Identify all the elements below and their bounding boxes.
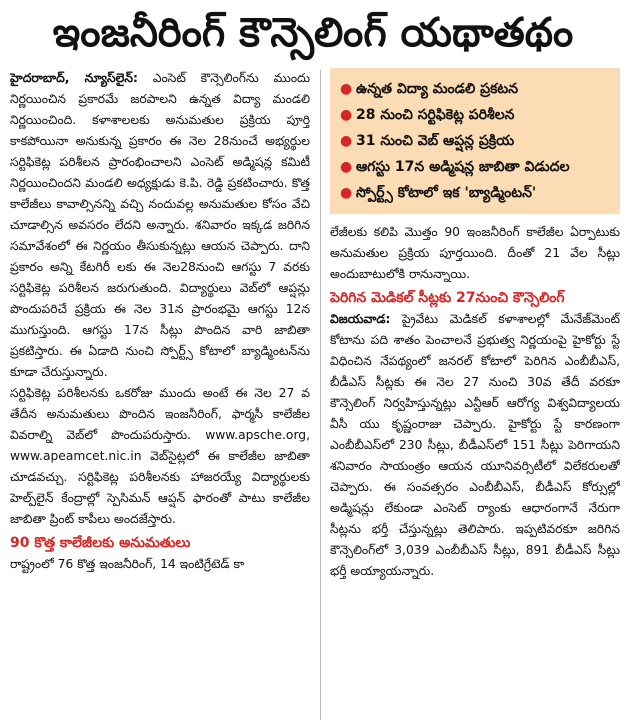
subhead-medical-seats: పెరిగిన మెడికల్ సీట్లకు 27నుంచి కౌన్సెలింగ్ [330, 290, 565, 306]
highlight-item: ● ఆగస్టు 17న అడ్మిషన్ల జాబితా విడుదల [340, 154, 612, 180]
highlight-item: ● 28 నుంచి సర్టిఫికెట్ల పరిశీలన [340, 102, 612, 128]
column-divider [320, 70, 321, 720]
highlights-list [340, 76, 612, 206]
dateline: హైదరాబాద్, న్యూస్‌లైన్: [10, 71, 138, 85]
subhead-new-colleges: 90 కొత్త కాలేజీలకు అనుమతులు [10, 535, 191, 551]
body-paragraph-2: సర్టిఫికెట్ల పరిశీలనకు ఒకరోజు ముందు అంటే ఈ నెల 27 వ తేదీన అనుమతులు పొందిన ఇంజనీరింగ్, ఫార్మసీ కాలేజీల వివరాల్ని వెబ్‌లో పొందుపరుస్తారు. www.apsche.org, www.apeamcet.nic.in వెబ్‌సైట్లలో ఈ కాలేజీల జాబితా చూడవచ్చు. సర్టిఫికెట్ల పరిశీలనకు హాజరయ్యే విద్యార్థులకు హెల్ప్‌లైన్ కేంద్రాల్లో స్పెసిమన్ ఆప్షన్ ఫారంతో పాటు కాలేజీల జాబితా ప్రింట్ కాపీలు అందజేస్తారు. [10, 386, 310, 526]
body-text-1: ఎంసెట్ కౌన్సెలింగ్‌ను ముందు నిర్ణయించిన ప్రకారమే జరపాలని ఉన్నత విద్యా మండలి నిర్ణయించింది. కళాశాలలకు అనుమతుల ప్రక్రియ పూర్తి కాకపోయినా అనుకున్న ప్రకారం ఈ నెల 28నుంచే అభ్యర్థుల సర్టిఫికెట్ల పరిశీలన ప్రారంభించాలని ఎంసెట్ అడ్మిషన్ల కమిటీ నిర్ణయించిందని మండలి అధ్యక్షుడు కె.పి. రెడ్డి ప్రకటించారు. కొత్త కాలేజీలు కావాల్సినన్ని వచ్చి నందువల్ల అనుమతుల కోసం వేచి చూడాల్సిన అవసరం లేదని అన్నారు. శనివారం ఇక్కడ జరిగిన సమావేశంలో ఈ నిర్ణయం తీసుకున్నట్లు ఆయన చెప్పారు. దాని ప్రకారం అన్ని కేటగిరీ లకు ఈ నెల28నుంచి ఆగస్టు 7 వరకు సర్టిఫికెట్ల పరిశీలన జరుగుతుంది. విద్యార్థులు వెబ్‌లో ఆప్షన్లు పొందుపరిచే ప్రక్రియ ఈ నెల 31న ప్రారంభమై ఆగస్టు 12న ముగుస్తుంది. ఆగస్టు 17న సీట్లు పొందిన వారి జాబితా ప్రకటిస్తారు. ఈ ఏడాది నుంచి స్పోర్ట్స్ కోటాలో బ్యాడ్మింటన్‌ను కూడా చేరుస్తున్నారు. [10, 71, 310, 379]
body-paragraph-right-1: లేజీలకు కలిపి మొత్తం 90 ఇంజనీరింగ్ కాలేజీల ఏర్పాటుకు అనుమతుల ప్రక్రియ పూర్తయింది. దీంతో 21 వేల సీట్లు అందుబాటులోకి రానున్నాయి. [330, 225, 620, 281]
highlight-item: ● ఉన్నత విద్యా మండలి ప్రకటన [340, 76, 612, 102]
left-column [10, 68, 310, 723]
body-paragraph-1 [10, 68, 310, 383]
bullet-icon: ● [340, 107, 353, 123]
body-text-right-2: ప్రైవేటు మెడికల్ కళాశాలల్లో మేనేజ్‌మెంట్ కోటాను పది శాతం పెంచాలనే ప్రభుత్వ నిర్ణయంపై హైకోర్టు స్టే విధించిన నేపథ్యంలో జనరల్ కోటాలో పెరిగిన ఎంబీబీఎస్, బీడీఎస్ సీట్లకు ఈ నెల 27 నుంచి 30వ తేదీ వరకూ కౌన్సెలింగ్ నిర్వహిస్తున్నట్లు ఎన్టీఆర్ ఆరోగ్య విశ్వవిద్యాలయ వీసీ యు కృష్ణంరాజు చెప్పారు. హైకోర్టు స్టే కారణంగా ఎంబీబీఎస్‌లో 230 సీట్లు, బీడీఎస్‌లో 151 సీట్లు పెరిగాయని శనివారం సాయంత్రం ఆయన యూనివర్సిటీలో విలేకరులతో చెప్పారు. ఈ సంవత్సరం ఎంబీబీఎస్, బీడీఎస్ కోర్సుల్లో అడ్మిషన్లు లేకుండా ఎంసెట్ ర్యాంకు ఆధారంగానే నేరుగా సీట్లను భర్తీ చేస్తున్నట్లు తెలిపారు. ఇప్పటివరకూ జరిగిన కౌన్సెలింగ్‌లో 3,039 ఎంబీబీఎస్ సీట్లు, 891 బీడీఎస్ సీట్లు భర్తీ అయ్యాయన్నారు. [330, 312, 620, 578]
highlights-box [330, 68, 620, 214]
bullet-icon: ● [340, 133, 353, 149]
bullet-icon: ● [340, 159, 353, 175]
body-paragraph-right-2 [330, 309, 620, 582]
highlight-item: ● 31 నుంచి వెబ్ ఆప్షన్ల ప్రక్రియ [340, 128, 612, 154]
right-column [330, 68, 620, 723]
bullet-icon: ● [340, 185, 353, 201]
dateline-vijayawada: విజయవాడ: [330, 312, 391, 326]
bullet-icon: ● [340, 81, 353, 97]
body-paragraph-3: రాష్ట్రంలో 76 కొత్త ఇంజనీరింగ్, 14 ఇంటిగ్రేటెడ్ కా [10, 557, 245, 571]
highlight-item: ● స్పోర్ట్స్ కోటాలో ఇక 'బ్యాడ్మింటన్' [340, 180, 612, 206]
article-headline: ఇంజనీరింగ్ కౌన్సెలింగ్ యథాతథం [52, 10, 574, 56]
